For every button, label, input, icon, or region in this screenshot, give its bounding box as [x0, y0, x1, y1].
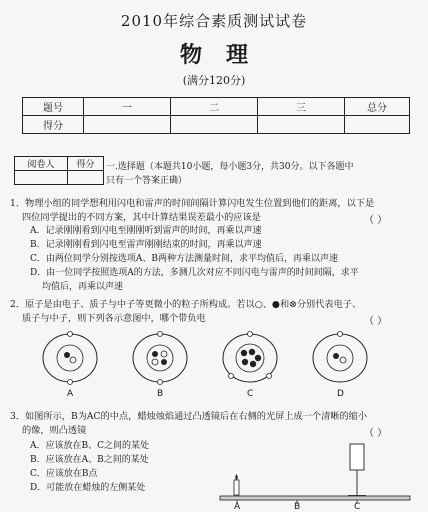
score-cell: 二	[171, 98, 258, 116]
score-cell: 题号	[23, 98, 84, 116]
option-a: A．记录刚刚看到闪电至刚刚听到雷声的时间，再乘以声速	[30, 226, 262, 236]
section-instruction	[106, 160, 418, 188]
diagram-label-c: C	[354, 502, 361, 512]
option-b: B．记录刚刚看到闪电至雷声刚刚结束的时间，再乘以声速	[30, 240, 262, 250]
option-d: D．由一位同学按照选项A的方法，多测几次对应不同闪电与雷声的时间间隔，求平	[30, 268, 359, 278]
optical-bench	[220, 496, 410, 500]
question-2-line: 质子与中子，则下列各示意图中，哪个带负电	[22, 313, 206, 324]
atom-label-a: A	[67, 389, 74, 399]
candle-flame	[235, 474, 238, 480]
grader-table	[14, 156, 104, 185]
atom-c	[223, 332, 277, 383]
grader-label: 得分	[68, 157, 104, 171]
question-3-line: 3．如图所示，B为AC的中点，蜡烛烛焰通过凸透镜后在右侧的光屏上成一个清晰的缩小	[10, 411, 368, 422]
question-3-line: 的像，则凸透镜	[22, 425, 87, 436]
subject-title: 物理	[179, 42, 272, 68]
atom-b	[133, 332, 187, 385]
score-blank-cell	[171, 116, 258, 134]
question-2-line: 2．原子是由电子、质子与中子等更微小的粒子所构成。若以○、●和⊗分别代表电子、	[10, 299, 362, 310]
option-d-cont: 均值后，再乘以声速	[42, 282, 124, 292]
atom-label-d: D	[337, 389, 344, 399]
light-screen	[350, 444, 364, 470]
grader-label: 阅卷人	[15, 157, 68, 171]
atom-diagrams	[30, 330, 390, 390]
instruction-line: 只有一个答案正确）	[106, 176, 188, 186]
atom-label-b: B	[157, 389, 164, 399]
score-table-score-row	[23, 116, 410, 134]
grader-blank	[68, 171, 104, 185]
option-d: D．可能放在蜡烛的左侧某处	[30, 483, 146, 493]
question-1-line: 1．物理小组的同学想利用闪电和雷声的时间间隔计算闪电发生位置到他们的距离，以下是	[10, 198, 375, 209]
answer-paren: （ ）	[364, 428, 388, 439]
score-table-header-row	[23, 98, 410, 116]
score-cell: 得分	[23, 116, 84, 134]
exam-title: 2010年综合素质测试试卷	[120, 12, 308, 30]
atom-a	[43, 332, 97, 385]
diagram-label-b: B	[294, 502, 301, 512]
score-blank-cell	[258, 116, 345, 134]
score-cell: 总分	[345, 98, 410, 116]
option-c: C．由两位同学分别按选项A、B两种方法测量时间，求平均值后，再乘以声速	[30, 254, 339, 264]
score-cell: 一	[84, 98, 171, 116]
diagram-label-a: A	[234, 502, 241, 512]
score-blank-cell	[84, 116, 171, 134]
full-score-note: (满分120分)	[182, 74, 246, 87]
option-a: A．应该放在B、C之间的某处	[30, 441, 150, 451]
score-cell: 三	[258, 98, 345, 116]
instruction-line: 一.选择题（本题共10小题，每小题3分，共30分。以下各题中	[106, 162, 354, 172]
answer-paren: （ ）	[364, 316, 388, 327]
atom-d	[313, 332, 367, 383]
optical-bench-diagram	[200, 440, 420, 512]
candle	[234, 480, 239, 495]
score-table	[22, 97, 410, 134]
answer-paren: （ ）	[364, 215, 388, 226]
atom-label-c: C	[247, 389, 254, 399]
score-blank-cell	[345, 116, 410, 134]
option-c: C．应该放在B点	[30, 469, 98, 479]
question-1-line: 四位同学提出的不同方案，其中计算结果误差最小的应该是	[22, 212, 261, 223]
option-b: B．应该放在A、B之间的某处	[30, 455, 149, 465]
grader-blank	[15, 171, 68, 185]
